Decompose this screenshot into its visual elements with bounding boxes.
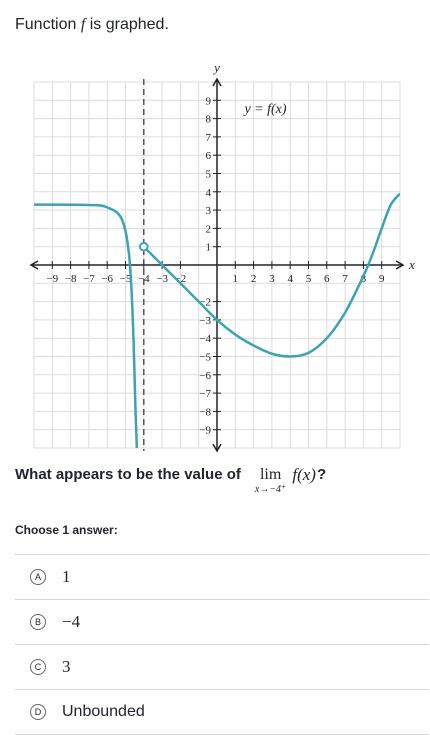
choice-b-text: −4 (62, 612, 81, 631)
x-tick-label: −6 (101, 273, 114, 285)
x-tick-label: −4 (137, 273, 150, 285)
prompt-text-start: Function (15, 16, 77, 33)
choice-c[interactable] (15, 644, 429, 689)
open-circle-point (140, 243, 148, 251)
choice-c-letter: C (30, 659, 46, 675)
choice-a-text: 1 (62, 567, 71, 586)
question-text: What appears to be the value of (15, 466, 241, 483)
y-tick-label: 2 (205, 223, 211, 236)
limit-function: f(x) (292, 465, 316, 484)
x-tick-label: −2 (174, 273, 187, 285)
x-tick-label: 5 (305, 273, 312, 285)
x-axis-label: x (409, 257, 415, 272)
y-tick-label: −2 (199, 296, 211, 309)
y-tick-label: 7 (205, 131, 211, 144)
y-tick-label: 4 (205, 186, 211, 199)
y-tick-label: −8 (199, 406, 211, 419)
choice-a-letter: A (30, 569, 46, 585)
y-axis-label: y (214, 60, 220, 75)
y-tick-label: 8 (205, 113, 211, 126)
x-tick-label: 8 (360, 273, 367, 285)
y-tick-label: 3 (205, 205, 211, 218)
x-tick-label: 2 (250, 273, 257, 285)
question-mark: ? (316, 466, 327, 483)
problem-prompt (15, 16, 169, 34)
x-tick-label: −8 (64, 273, 77, 285)
y-tick-label: −3 (199, 314, 211, 327)
choice-d-letter: D (30, 704, 46, 720)
y-tick-label: −4 (199, 333, 211, 346)
limit-subscript: x→−4⁺ (254, 484, 287, 495)
choice-b[interactable] (15, 599, 429, 644)
x-tick-label: −9 (46, 273, 59, 285)
prompt-function-name: f (80, 16, 86, 33)
y-tick-label: −5 (199, 351, 211, 364)
choice-c-text: 3 (62, 657, 71, 676)
answer-choices (15, 554, 429, 735)
y-tick-label: 9 (205, 95, 211, 108)
function-graph (0, 55, 430, 455)
y-tick-label: −7 (199, 388, 211, 401)
function-label: y = f(x) (244, 102, 287, 118)
x-tick-label: 7 (342, 273, 348, 285)
limit-expression (255, 466, 286, 496)
x-tick-label: −3 (156, 273, 168, 285)
choice-b-letter: B (30, 614, 46, 630)
x-tick-label: 3 (269, 273, 275, 285)
x-tick-label: 1 (232, 273, 239, 285)
choice-d-text: Unbounded (62, 703, 145, 720)
x-tick-label: −7 (83, 273, 95, 285)
y-tick-label: −9 (199, 424, 211, 437)
x-tick-label: −5 (119, 273, 132, 285)
limit-operator: lim (259, 466, 282, 483)
choice-d[interactable] (15, 689, 429, 735)
choose-label: Choose 1 answer: (15, 523, 118, 537)
y-tick-label: −6 (199, 369, 211, 382)
x-tick-label: 9 (378, 273, 385, 285)
choice-a[interactable] (15, 554, 429, 599)
prompt-text-end: is graphed. (89, 16, 169, 33)
x-tick-label: 6 (324, 273, 330, 285)
x-tick-label: 4 (287, 273, 293, 285)
y-tick-label: 5 (205, 168, 211, 181)
question (15, 466, 326, 496)
y-tick-label: 6 (205, 150, 211, 163)
y-tick-label: 1 (205, 241, 211, 254)
